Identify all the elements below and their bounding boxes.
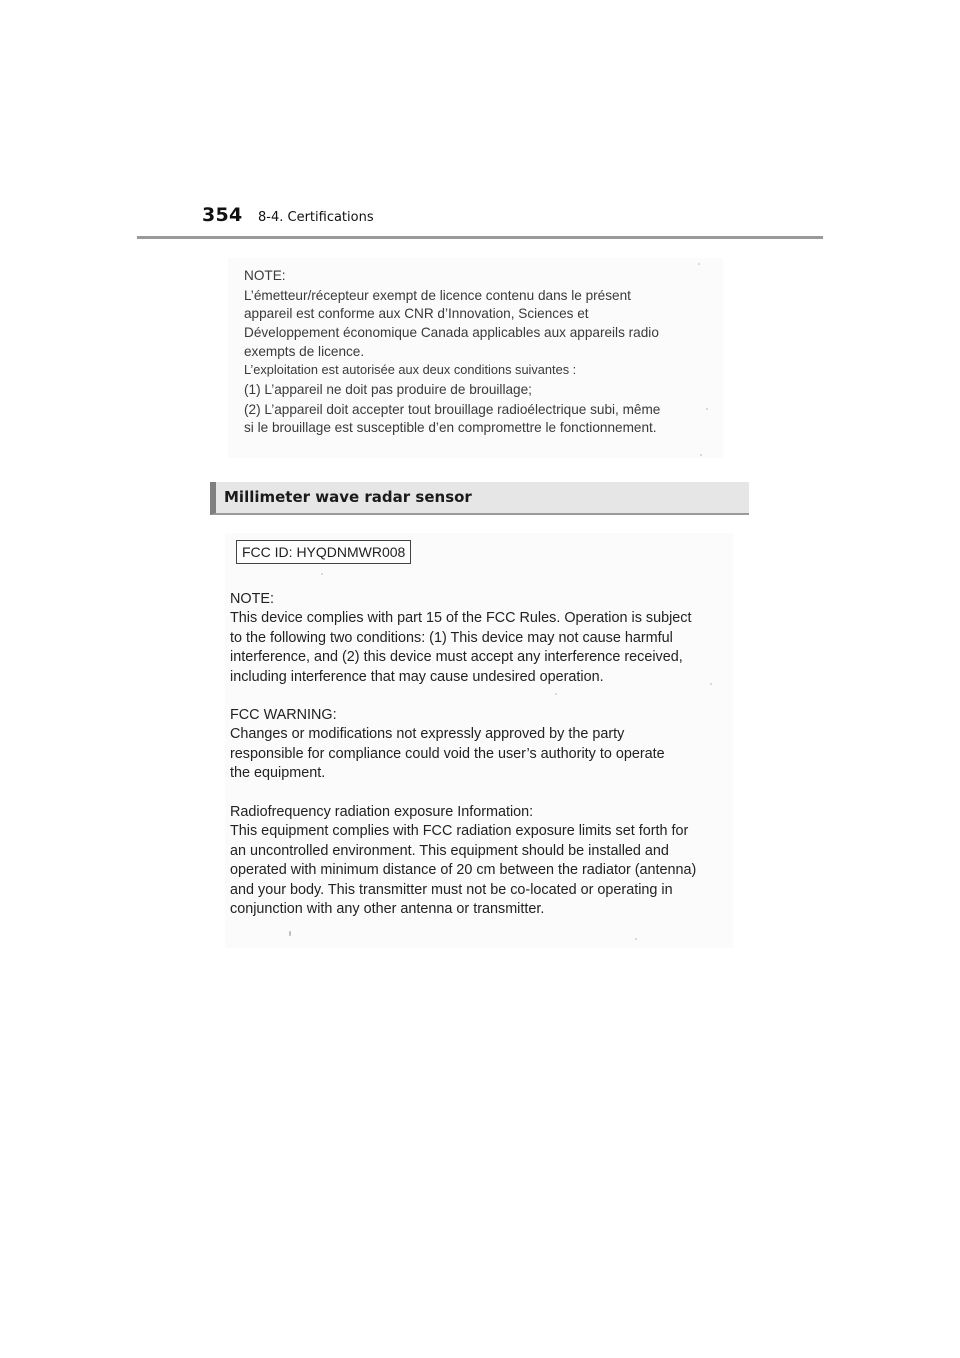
french-note-line: Développement économique Canada applicables aux appareils radio <box>244 325 659 340</box>
rf-exposure-line: conjunction with any other antenna or transmitter. <box>230 901 545 917</box>
fcc-note-line: interference, and (2) this device must accept any interference received, <box>230 649 683 665</box>
fcc-note-line: including interference that may cause undesired operation. <box>230 669 604 685</box>
fcc-note-line: This device complies with part 15 of the FCC Rules. Operation is subject <box>230 610 692 626</box>
french-note-line: si le brouillage est susceptible d’en compromettre le fonctionnement. <box>244 420 657 435</box>
french-note-line: (2) L’appareil doit accepter tout brouillage radioélectrique subi, même <box>244 402 661 417</box>
french-note-line: (1) L’appareil ne doit pas produire de brouillage; <box>244 382 532 397</box>
rf-exposure-line: an uncontrolled environment. This equipment should be installed and <box>230 843 669 859</box>
rf-exposure-line: and your body. This transmitter must not be co-located or operating in <box>230 882 673 898</box>
rf-exposure-line: This equipment complies with FCC radiation exposure limits set forth for <box>230 823 689 839</box>
fcc-warning-line: the equipment. <box>230 765 326 781</box>
french-note-line: L’exploitation est autorisée aux deux conditions suivantes : <box>244 362 577 377</box>
french-notice-image <box>228 258 723 458</box>
fcc-warning-line: Changes or modifications not expressly approved by the party <box>230 726 625 742</box>
fcc-note-line: to the following two conditions: (1) This device may not cause harmful <box>230 630 673 646</box>
french-note-heading: NOTE: <box>244 268 286 283</box>
fcc-warning-line: responsible for compliance could void the user’s authority to operate <box>230 746 665 762</box>
french-note-line: exempts de licence. <box>244 344 365 359</box>
subsection-title: Millimeter wave radar sensor <box>224 488 472 506</box>
fcc-id-label: FCC ID: HYQDNMWR008 <box>236 540 411 564</box>
fcc-note-heading: NOTE: <box>230 591 274 607</box>
french-note-line: appareil est conforme aux CNR d’Innovation, Sciences et <box>244 306 589 321</box>
page-header <box>137 200 823 239</box>
fcc-warning-heading: FCC WARNING: <box>230 707 337 723</box>
rf-exposure-line: operated with minimum distance of 20 cm between the radiator (antenna) <box>230 862 697 878</box>
subsection-heading <box>210 482 749 515</box>
page-number: 354 <box>202 204 243 226</box>
french-note-line: L’émetteur/récepteur exempt de licence contenu dans le présent <box>244 288 631 303</box>
rf-exposure-heading: Radiofrequency radiation exposure Information: <box>230 804 534 820</box>
section-title: 8-4. Certifications <box>258 210 374 225</box>
fcc-notice-image <box>225 533 733 948</box>
